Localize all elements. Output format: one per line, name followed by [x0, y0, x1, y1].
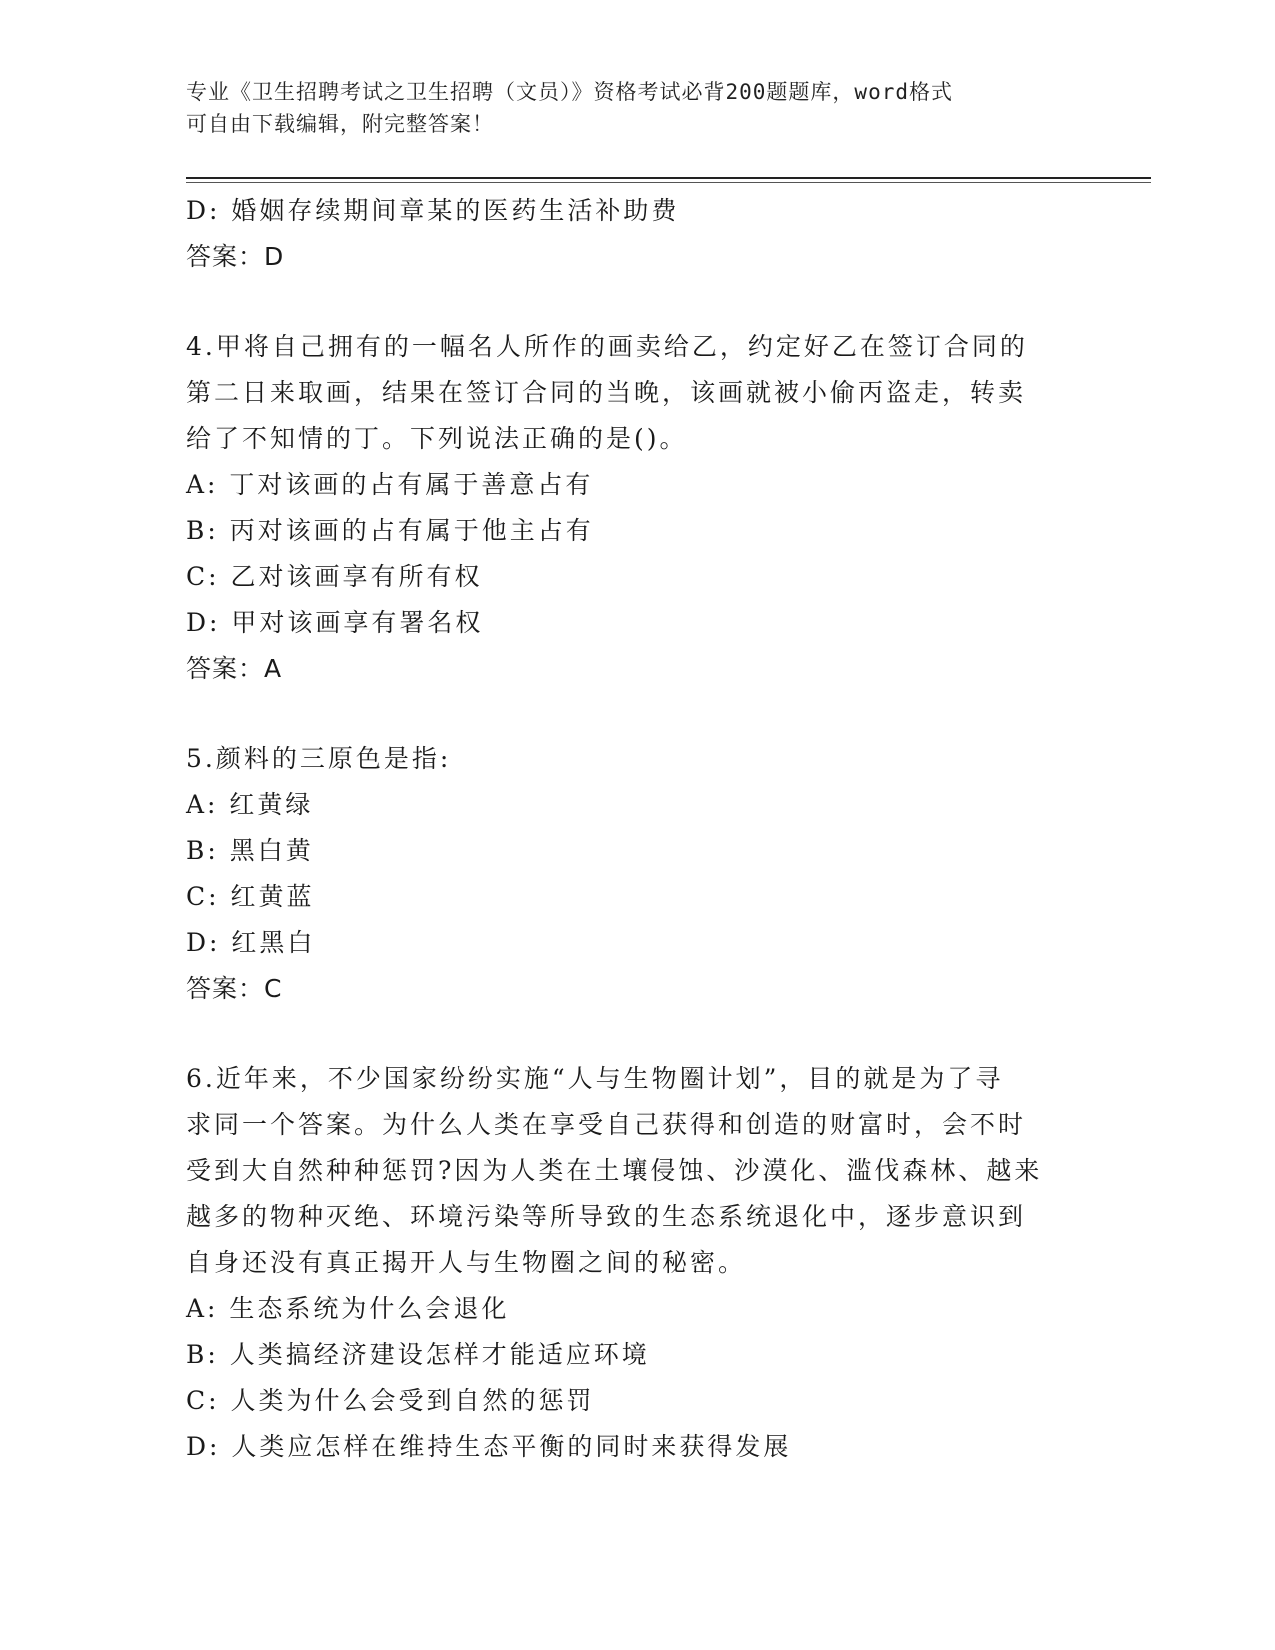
q5-answer: 答案：C: [186, 974, 283, 1003]
q4-stem-line-1: 4.甲将自己拥有的一幅名人所作的画卖给乙，约定好乙在签订合同的: [186, 332, 1028, 361]
q5-stem-line-1: 5.颜料的三原色是指:: [186, 744, 452, 773]
question-5: [186, 736, 1086, 1012]
spacer: [186, 280, 1086, 324]
q5-option-d: D: 红黑白: [186, 928, 316, 957]
q4-answer: 答案：A: [186, 654, 283, 683]
q6-option-c: C: 人类为什么会受到自然的惩罚: [186, 1386, 595, 1415]
q6-stem-line-3: 受到大自然种种惩罚?因为人类在土壤侵蚀、沙漠化、滥伐森林、越来: [186, 1156, 1043, 1185]
q4-option-b: B: 丙对该画的占有属于他主占有: [186, 516, 594, 545]
q4-option-c: C: 乙对该画享有所有权: [186, 562, 483, 591]
q4-option-d: D: 甲对该画享有署名权: [186, 608, 484, 637]
header-divider-thin: [186, 182, 1151, 183]
question-6: [186, 1056, 1086, 1470]
question-4: [186, 324, 1086, 692]
q6-option-b: B: 人类搞经济建设怎样才能适应环境: [186, 1340, 650, 1369]
q6-option-d: D: 人类应怎样在维持生态平衡的同时来获得发展: [186, 1432, 792, 1461]
q3-option-d: D: 婚姻存续期间章某的医药生活补助费: [186, 196, 680, 225]
q5-option-a: A: 红黄绿: [186, 790, 314, 819]
q4-stem-line-3: 给了不知情的丁。下列说法正确的是()。: [186, 424, 688, 453]
header-divider-thick: [186, 177, 1151, 179]
q4-option-a: A: 丁对该画的占有属于善意占有: [186, 470, 594, 499]
question-content: [186, 188, 1086, 1470]
spacer: [186, 1012, 1086, 1056]
q5-option-c: C: 红黄蓝: [186, 882, 315, 911]
q4-stem-line-2: 第二日来取画，结果在签订合同的当晚，该画就被小偷丙盗走，转卖: [186, 378, 1027, 407]
q6-stem-line-1: 6.近年来，不少国家纷纷实施“人与生物圈计划”，目的就是为了寻: [186, 1064, 1004, 1093]
spacer: [186, 692, 1086, 736]
q6-option-a: A: 生态系统为什么会退化: [186, 1294, 510, 1323]
page-header: [186, 76, 1066, 140]
q6-stem-line-5: 自身还没有真正揭开人与生物圈之间的秘密。: [186, 1248, 747, 1277]
q6-stem-line-4: 越多的物种灭绝、环境污染等所导致的生态系统退化中，逐步意识到: [186, 1202, 1027, 1231]
q6-stem-line-2: 求同一个答案。为什么人类在享受自己获得和创造的财富时，会不时: [186, 1110, 1027, 1139]
q3-answer: 答案：D: [186, 242, 285, 271]
header-title-line-2: 可自由下载编辑，附完整答案！: [186, 112, 494, 136]
q5-option-b: B: 黑白黄: [186, 836, 314, 865]
question-3-tail: [186, 188, 1086, 280]
header-title-line-1: 专业《卫生招聘考试之卫生招聘（文员）》资格考试必背200题题库，word格式: [186, 80, 953, 104]
